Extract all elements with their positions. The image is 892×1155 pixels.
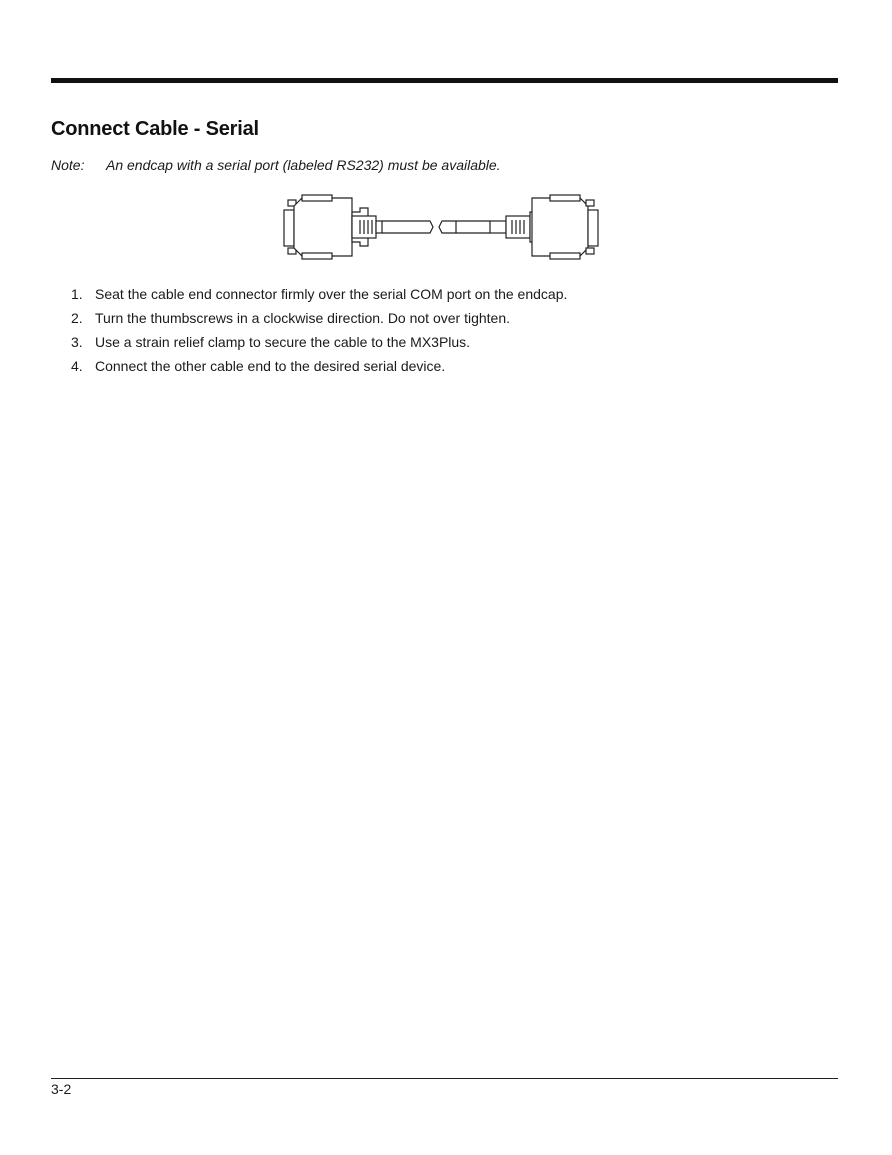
step-number: 1.: [71, 286, 83, 302]
list-item: [71, 285, 567, 309]
page-number: 3-2: [51, 1081, 72, 1097]
list-item: [71, 309, 567, 333]
step-number: 3.: [71, 334, 83, 350]
step-number: 2.: [71, 310, 83, 326]
page-title: Connect Cable - Serial: [51, 118, 259, 140]
step-text: Use a strain relief clamp to secure the cable to the MX3Plus.: [95, 334, 471, 350]
serial-cable-diagram: [280, 190, 610, 266]
header-rule: [51, 78, 838, 83]
step-text: Turn the thumbscrews in a clockwise direction. Do not over tighten.: [95, 310, 511, 326]
footer-rule: [51, 1078, 838, 1079]
step-text: Connect the other cable end to the desired serial device.: [95, 358, 446, 374]
step-number: 4.: [71, 358, 83, 374]
left-connector-icon: [284, 195, 433, 259]
note-label: Note:: [51, 157, 85, 173]
list-item: [71, 333, 567, 357]
note: [51, 157, 501, 173]
right-connector-icon: [439, 195, 598, 259]
instruction-steps: [71, 285, 567, 381]
step-text: Seat the cable end connector firmly over the serial COM port on the endcap.: [95, 286, 568, 302]
note-text: An endcap with a serial port (labeled RS232) must be available.: [106, 157, 501, 173]
list-item: [71, 357, 567, 381]
